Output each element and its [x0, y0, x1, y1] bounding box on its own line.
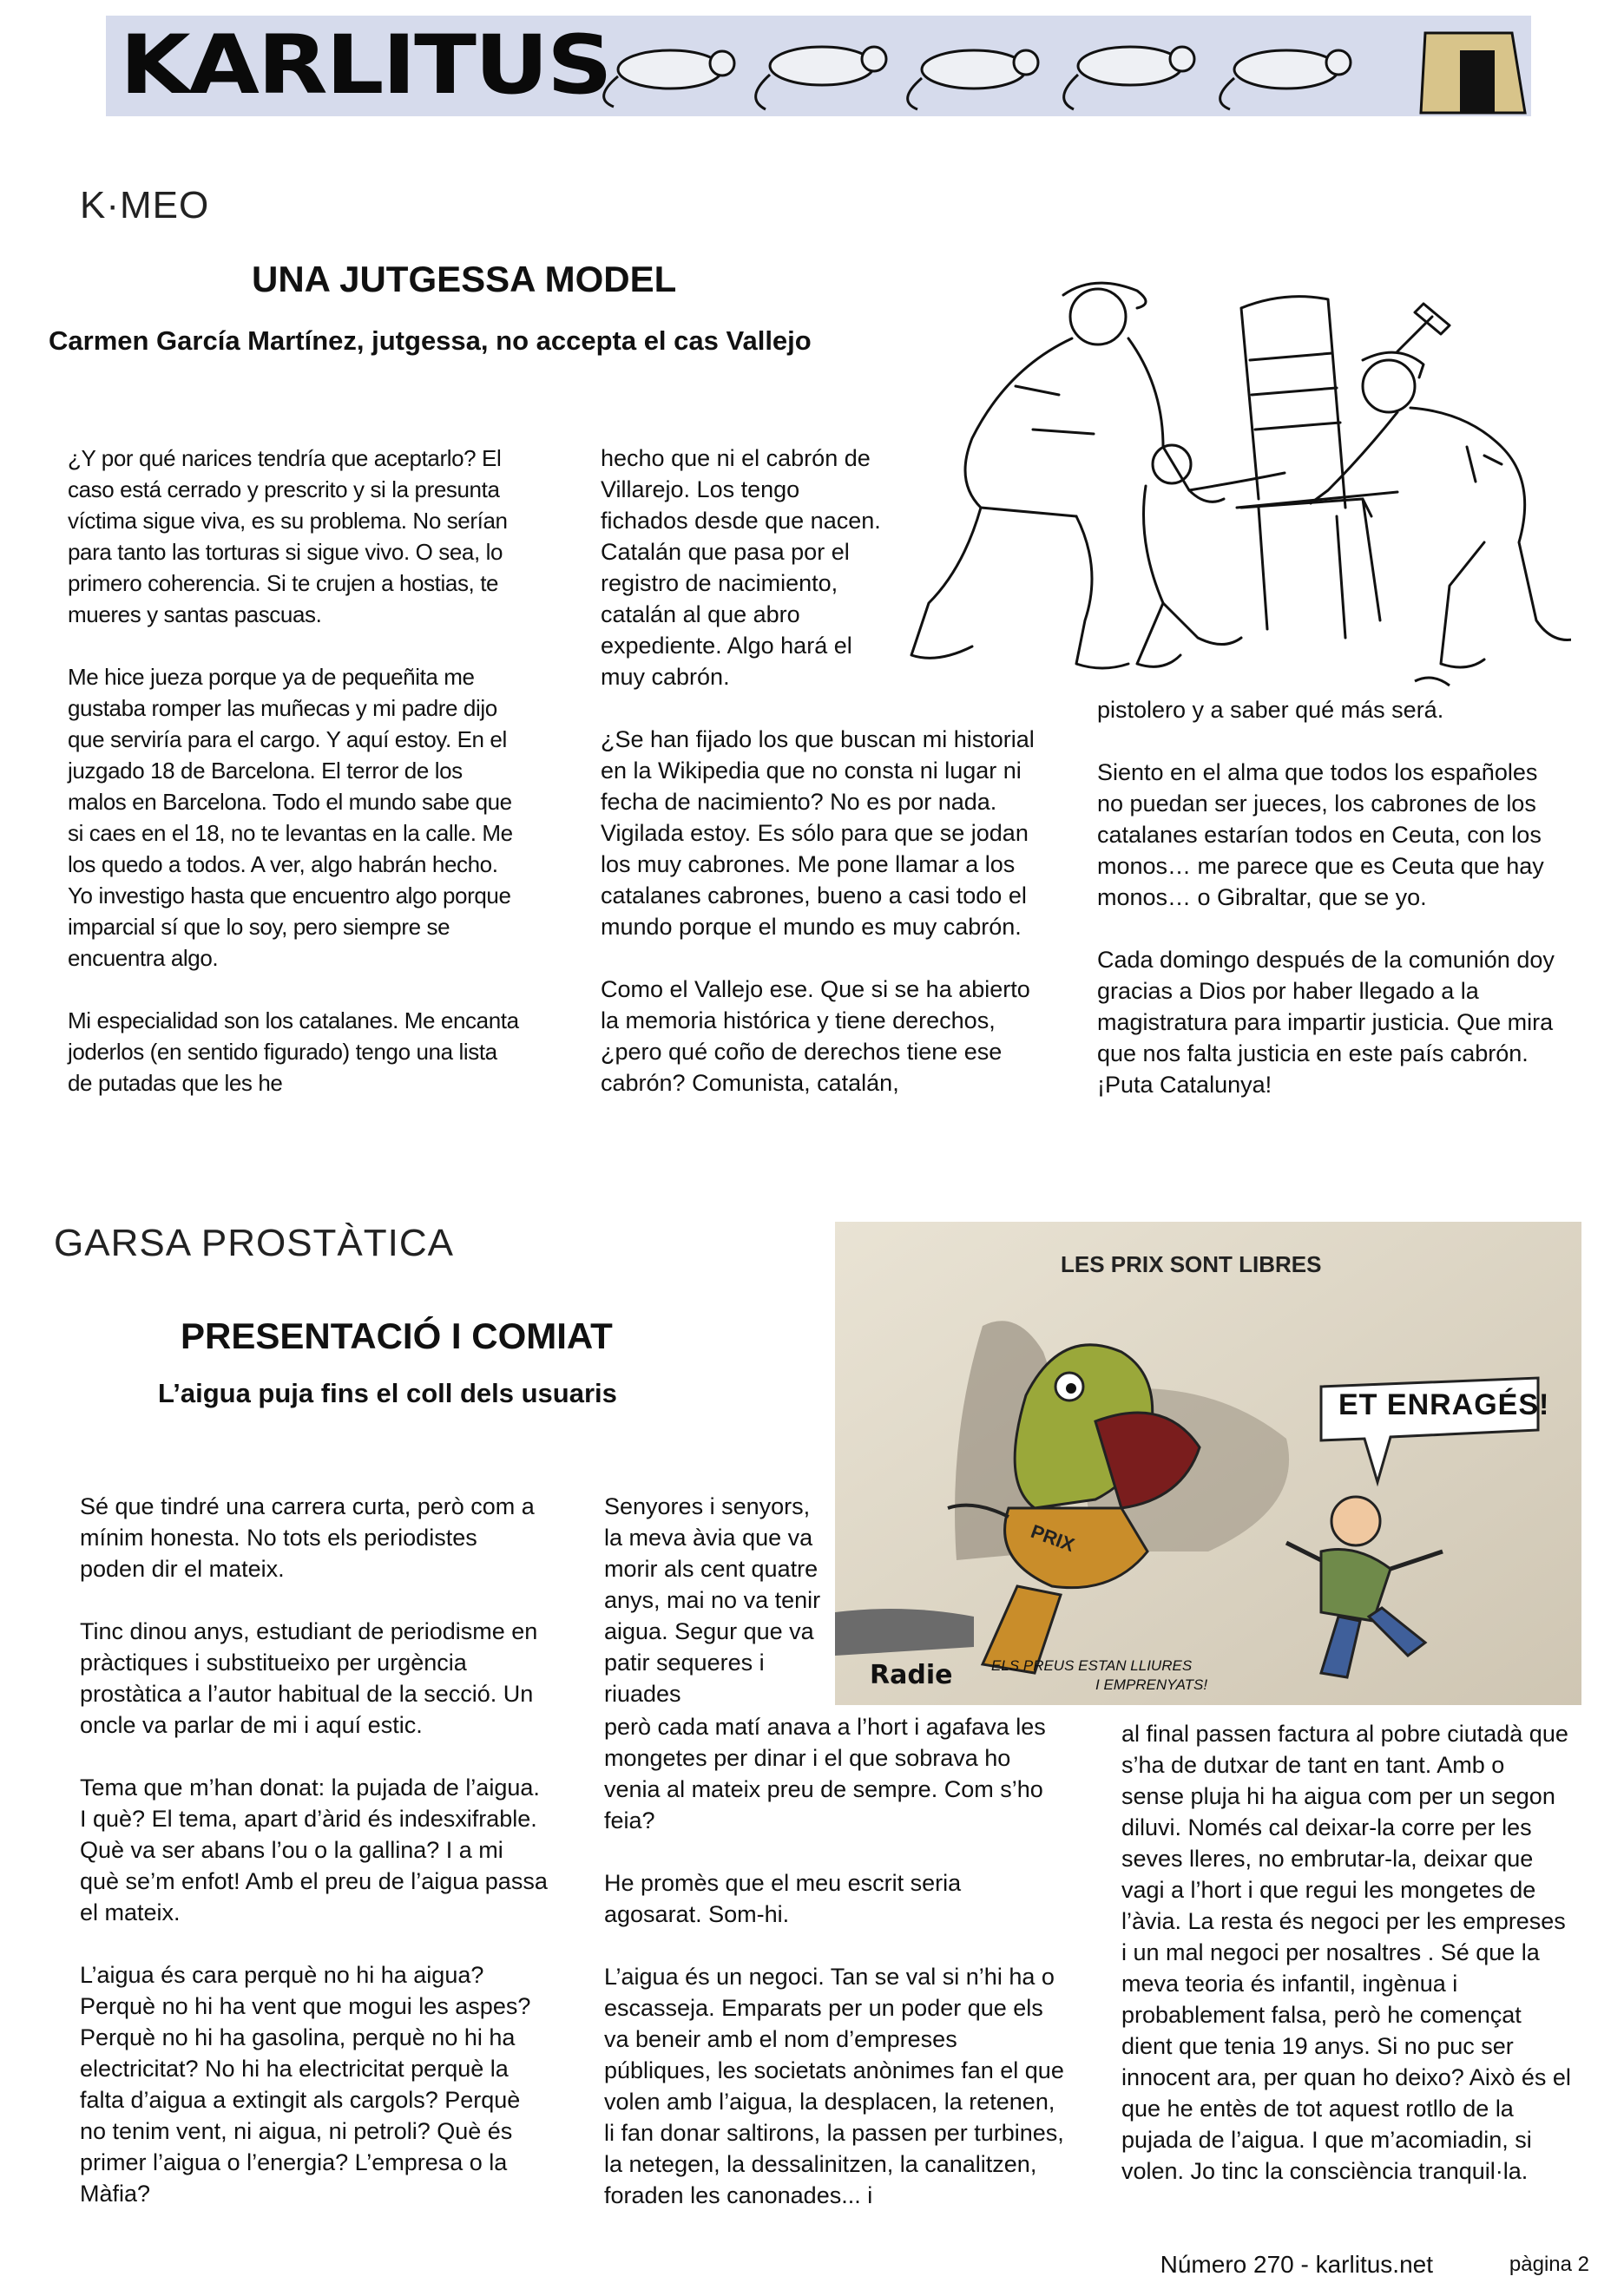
article1-column-2b: [601, 724, 1052, 1130]
article1-subtitle: Carmen García Martínez, jutgessa, no accepta el cas Vallejo: [49, 325, 812, 356]
section-label-kmeo: K·MEO: [80, 184, 210, 226]
paragraph: L’aigua és un negoci. Tan se val si n’hi ha o escasseja. Emparats per un poder que els va beneir amb el nom d’empreses públiques, les societats anònimes fan el que volen amb l’aigua, la desplacen, la retenen, li fan donar saltirons, la passen per turbines, la netegen, la dessalinitzen, la canalitzen, foraden les canonades... i: [604, 1964, 1064, 2208]
paragraph: pistolero y a saber qué más será.: [1097, 697, 1444, 723]
officer-right-illustration: [1311, 304, 1571, 667]
paragraph: Me hice jueza porque ya de pequeñita me gustaba romper las muñecas y mi padre dijo que serviría para el cargo. Y aquí estoy. En el juzgado 18 de Barcelona. El terror de los malos en Barcelona. Todo el mundo sabe que si caes en el 18, no te levantas en la calle. Me los quedo a todos. A ver, algo habrán hecho. Yo investigo hasta que encuentro algo porque imparcial sí que lo soy, pero siempre se encuentra algo.: [68, 664, 513, 971]
rat-1: [604, 50, 734, 107]
rat-2: [756, 47, 886, 109]
issue-number: Número 270 - karlitus.net: [1160, 2251, 1433, 2278]
article1-column-1: [68, 443, 526, 1130]
cartoon-caption-line-1: ELS PREUS ESTAN LLIURES: [991, 1657, 1193, 1674]
article2-column-2a: [604, 1491, 832, 1709]
paragraph: hecho que ni el cabrón de Villarejo. Los tengo fichados desde que nacen. Catalán que pasa por el registro de nacimiento, catalán al que abro expediente. Algo hará el muy cabrón.: [601, 445, 881, 690]
section-label-garsa-prostatica: GARSA PROSTÀTICA: [54, 1222, 454, 1264]
paragraph: Mi especialidad son los catalanes. Me encanta joderlos (en sentido figurado) tengo una lista de putadas que les he: [68, 1007, 519, 1096]
paragraph: Senyores i senyors, la meva àvia que va morir als cent quatre anys, mai no va tenir aigua. Segur que va patir sequeres i riuades: [604, 1493, 821, 1707]
cartoon-signature: Radie: [870, 1660, 953, 1690]
masthead-title: KARLITUS: [120, 18, 611, 113]
paragraph: He promès que el meu escrit seria agosarat. Som-hi.: [604, 1870, 962, 1927]
chair-illustration: [1237, 297, 1397, 638]
article1-title: UNA JUTGESSA MODEL: [252, 259, 677, 299]
paragraph: al final passen factura al pobre ciutadà que s’ha de dutxar de tant en tant. Amb o sense pluja hi ha aigua com per un segon diluvi. Només cal deixar-la corre per les seves lleres, no embrutar-la, deixar que vagi a l’hort i que regui les mongetes de l’àvia. La resta és negoci per les empreses i un mal negoci per nosaltres . Sé que la meva teoria és infantil, ingènua i probablement falsa, però he començat dient que tenia 19 anys. Si no puc ser innocent ara, per quan ho deixo? Això és el que he entès de tot aquest rotllo de la pujada de l’aigua. I que m’acomiadin, si volen. Jo tinc la consciència tranquil·la.: [1121, 1721, 1571, 2184]
paragraph: Tinc dinou anys, estudiant de periodisme en pràctiques i substitueixo per urgència prostàtica a l’autor habitual de la secció. Un oncle va parlar de mi i aquí estic.: [80, 1618, 538, 1738]
article2-column-3: [1121, 1718, 1573, 2218]
article2-title: PRESENTACIÓ I COMIAT: [181, 1315, 613, 1356]
rat-5: [1220, 50, 1351, 109]
cartoon-drawing: [835, 1222, 1581, 1705]
page-number: pàgina 2: [1509, 2253, 1589, 2276]
paragraph: Tema que m’han donat: la pujada de l’aigua. I què? El tema, apart d’àrid és indesxifrable. Què va ser abans l’ou o la gallina? I a mi què se’m enfot! Amb el preu de l’aigua passa el mateix.: [80, 1774, 548, 1925]
paragraph: Siento en el alma que todos los españoles no puedan ser jueces, los cabrones de los catalanes estarían todos en Ceuta, con los monos… me parece que es Ceuta que hay monos… o Gibraltar, que se yo.: [1097, 759, 1544, 910]
speech-bubble-text: ET ENRAGÉS!: [1338, 1388, 1550, 1421]
paragraph: ¡Puta Catalunya!: [1097, 1072, 1272, 1098]
cartoon-headline: LES PRIX SONT LIBRES: [1061, 1251, 1322, 1277]
paragraph: L’aigua és cara perquè no hi ha aigua? Perquè no hi ha vent que mogui les aspes? Perquè no hi ha gasolina, perquè no hi ha electricitat? No hi ha electricitat perquè la falta d’aigua a extingit als cargols? Perquè no tenim vent, ni aigua, ni petroli? Què és primer l’aigua o l’energia? L’empresa o la Màfia?: [80, 1962, 531, 2207]
article2-subtitle: L’aigua puja fins el coll dels usuaris: [158, 1378, 617, 1408]
paragraph: ¿Y por qué narices tendría que aceptarlo? El caso está cerrado y prescrito y si la presunta víctima sigue viva, es su problema. No serían para tanto las torturas si sigue vivo. O sea, lo primero coherencia. Si te crujen a hostias, te mueres y santas pascuas.: [68, 445, 508, 627]
officer-left-illustration: [911, 283, 1224, 668]
article1-column-3: [1097, 694, 1566, 1132]
monster-body-label: PRIX: [1028, 1520, 1078, 1557]
paragraph: però cada matí anava a l’hort i agafava les mongetes per dinar i el que sobrava ho venia al mateix preu de sempre. Com s’ho feia?: [604, 1714, 1046, 1834]
article2-column-2b: [604, 1711, 1064, 2242]
article1-column-2a: [601, 443, 887, 724]
prices-cartoon: [835, 1222, 1581, 1705]
article2-column-1: [80, 1491, 549, 2240]
masthead: [106, 16, 1531, 116]
torture-illustration: [877, 256, 1571, 694]
rat-3: [908, 50, 1038, 109]
paragraph: Como el Vallejo ese. Que si se ha abierto la memoria histórica y tiene derechos, ¿pero qué coño de derechos tiene ese cabrón? Comunista, catalán,: [601, 976, 1030, 1096]
paragraph: Cada domingo después de la comunión doy gracias a Dios por haber llegado a la magistratura para impartir justicia. Que mira que nos falta justicia en este país cabrón.: [1097, 947, 1555, 1066]
paragraph: Sé que tindré una carrera curta, però com a mínim honesta. No tots els periodistes poden dir el mateix.: [80, 1493, 535, 1582]
paragraph: ¿Se han fijado los que buscan mi historial en la Wikipedia que no consta ni lugar ni fecha de nacimiento? No es por nada. Vigilada estoy. Es sólo para que se jodan los muy cabrones. Me pone llamar a los catalanes cabrones, bueno a casi todo el mundo porque el mundo es muy cabrón.: [601, 726, 1035, 940]
hole-icon: [1460, 50, 1495, 113]
rat-4: [1064, 47, 1194, 109]
cartoon-caption-line-2: I EMPRENYATS!: [1095, 1676, 1208, 1693]
rats-illustration: [592, 16, 1531, 116]
